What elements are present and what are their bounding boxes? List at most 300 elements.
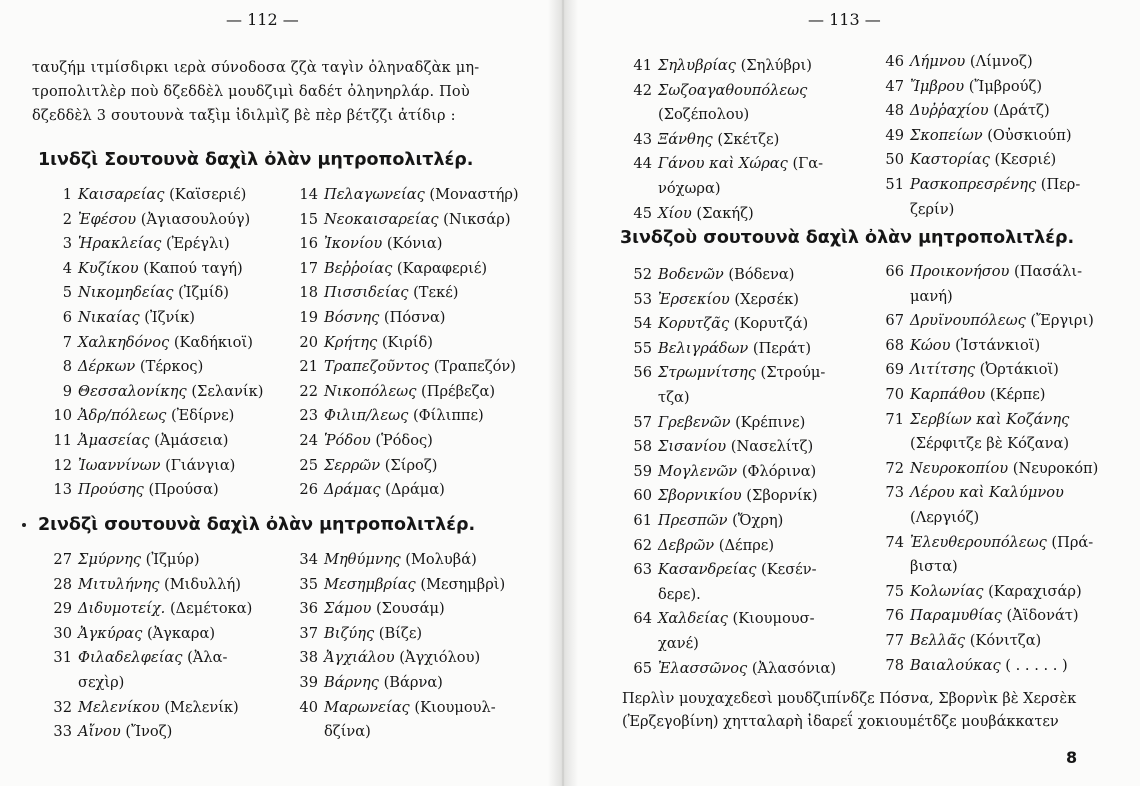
list-entry — [290, 380, 495, 404]
turkish-name: (Τραπεζόν) — [429, 358, 516, 376]
entry-number: 60 — [633, 487, 652, 505]
see-name: Σβορνικίου — [658, 487, 742, 505]
see-name: Βελλᾶς — [910, 632, 966, 649]
list-entry — [44, 478, 219, 502]
list-entry — [290, 257, 487, 281]
entry-number: 75 — [885, 582, 904, 600]
list-entry — [868, 481, 1064, 505]
entry-number: 2 — [62, 210, 72, 228]
footer-paragraph: Περλὶν μουχαχεδεσὶ μουδζιπίνδζε Πόσνα, Σβορνὶκ βὲ Χερσὲκ (Ἐρζεγοβίνη) χητταλαρὴ ἰδαρεΐ χοκιουμέτδζε μουβάκκατεν — [622, 691, 1077, 730]
left-page — [0, 0, 560, 786]
entry-number: 48 — [885, 102, 904, 120]
see-name: Ῥόδου — [324, 432, 371, 449]
list-entry — [616, 152, 823, 176]
entry-number: 34 — [299, 551, 318, 568]
turkish-name: (Ἀγιασουλούγ) — [136, 210, 251, 228]
see-name: Θεσσαλονίκης — [78, 382, 187, 400]
list-entry — [868, 124, 1072, 148]
list-entry — [44, 183, 246, 207]
list-entry — [290, 208, 511, 232]
see-name: Ἰωαννίνων — [78, 456, 161, 474]
entry-number: 19 — [299, 309, 318, 326]
entry-number: 6 — [62, 309, 72, 326]
turkish-name: (Κεσέν- — [756, 561, 817, 579]
turkish-name: (Προύσα) — [143, 481, 219, 499]
see-name: Ἀδρ/πόλεως — [78, 407, 167, 425]
entry-number: 15 — [299, 210, 318, 228]
see-name: Μογλενῶν — [658, 462, 738, 480]
entry-number: 64 — [633, 610, 652, 628]
entry-number: 16 — [299, 235, 318, 253]
see-name: Δεβρῶν — [658, 536, 715, 554]
list-entry — [44, 281, 229, 305]
see-name: Νικομηδείας — [78, 284, 174, 302]
entry-number: 68 — [885, 336, 904, 354]
list-entry — [868, 75, 1042, 99]
see-name: Μεσημβρίας — [324, 575, 416, 593]
turkish-name: (Ἴνοζ) — [120, 723, 173, 741]
entry-continuation: (Λεργιόζ) — [910, 509, 980, 526]
entry-number: 29 — [53, 600, 72, 618]
turkish-name: ( . . . . . ) — [1000, 656, 1068, 674]
list-entry — [44, 380, 263, 404]
list-entry — [290, 646, 480, 670]
entry-number: 38 — [299, 649, 318, 667]
entry-number: 50 — [885, 151, 904, 169]
turkish-name: (Ὀρτάκιοϊ) — [975, 361, 1059, 379]
see-name: Στρωμνίτσης — [658, 364, 756, 382]
page-number: — 113 — — [808, 10, 881, 29]
see-name: Κρήτης — [324, 333, 378, 351]
entry-number: 41 — [633, 57, 652, 74]
list-entry — [290, 355, 516, 379]
list-entry — [290, 478, 445, 502]
entry-number: 11 — [53, 432, 72, 449]
turkish-name: (Σελανίκ) — [186, 382, 264, 400]
entry-number: 12 — [53, 456, 72, 474]
see-name: Ἀμασείας — [78, 432, 150, 449]
list-entry — [616, 54, 812, 78]
list-entry — [868, 148, 1056, 172]
turkish-name: (Δράτζ) — [988, 102, 1050, 120]
entry-number: 52 — [633, 266, 652, 283]
turkish-name: (Κόνια) — [382, 235, 443, 253]
turkish-name: (Κεσριέ) — [989, 151, 1057, 169]
turkish-name: (Βίζε) — [374, 624, 423, 642]
page-number: — 112 — — [226, 10, 299, 29]
entry-number: 20 — [299, 333, 318, 351]
see-name: Σάμου — [324, 600, 372, 618]
list-entry — [616, 558, 817, 582]
list-entry — [44, 573, 241, 597]
entry-number: 4 — [62, 259, 72, 277]
entry-number: 22 — [299, 382, 318, 400]
see-name: Καρπάθου — [910, 386, 986, 403]
list-entry — [290, 281, 458, 305]
turkish-name: (Ἀγχιόλου) — [394, 649, 481, 667]
see-name: Πρεσπῶν — [658, 512, 728, 529]
entry-number: 70 — [885, 386, 904, 403]
turkish-name: (Ἀγκαρα) — [142, 624, 216, 642]
see-name: Κώου — [910, 336, 951, 354]
see-name: Δέρκων — [78, 358, 136, 376]
turkish-name: (Περ- — [1036, 176, 1081, 193]
turkish-name: (Ἰζμύρ) — [141, 551, 200, 568]
list-entry — [616, 534, 774, 558]
section-heading-1: 1ινδζὶ Σουτουνὰ δαχὶλ ὀλὰν μητροπολιτλέρ. — [38, 150, 474, 170]
turkish-name: (Κιουμουλ- — [409, 698, 496, 716]
list-entry — [44, 720, 172, 744]
turkish-name: (Ῥόδος) — [370, 432, 433, 449]
turkish-name: (Νασελίτζ) — [726, 438, 814, 456]
turkish-name: (Ἀϊδονάτ) — [1001, 607, 1079, 625]
turkish-name: (Ἐρέγλι) — [161, 235, 230, 253]
turkish-name: (Σίροζ) — [380, 456, 438, 474]
entry-number: 37 — [299, 624, 318, 642]
turkish-name: (Βάρνα) — [378, 674, 443, 691]
see-name: Κασανδρείας — [658, 561, 757, 579]
entry-number: 3 — [62, 235, 72, 253]
see-name: Ἐλευθερουπόλεως — [910, 533, 1047, 551]
turkish-name: (Στρούμ- — [755, 364, 826, 382]
see-name: Νεοκαισαρείας — [324, 210, 439, 228]
entry-number: 9 — [62, 382, 72, 400]
list-entry — [868, 334, 1040, 358]
turkish-name: (Πρά- — [1046, 533, 1094, 551]
list-entry — [290, 331, 433, 355]
list-entry — [290, 454, 437, 478]
list-entry — [868, 457, 1098, 481]
entry-number: 66 — [885, 263, 904, 280]
section-heading-2: 2ινδζὶ σουτουνὰ δαχὶλ ὀλὰν μητροπολιτλέρ. — [38, 515, 476, 535]
list-entry — [868, 260, 1082, 284]
turkish-name: (Νευροκόπ) — [1008, 459, 1099, 477]
list-entry — [616, 607, 815, 631]
turkish-name: (Τέρκος) — [135, 358, 204, 376]
entry-number: 21 — [299, 358, 318, 376]
list-entry — [868, 358, 1059, 382]
list-entry — [616, 509, 783, 533]
turkish-name: (Σβορνίκ) — [741, 487, 818, 505]
turkish-name: (Καπού ταγή) — [138, 259, 243, 277]
entry-number: 44 — [633, 155, 652, 173]
list-entry — [290, 597, 445, 621]
see-name: Βοδενῶν — [658, 266, 724, 283]
turkish-name: (Οὐσκιούπ) — [982, 126, 1072, 144]
list-entry — [616, 657, 836, 681]
turkish-name: (Βόδενα) — [723, 266, 795, 283]
turkish-name: (Μεσημβρὶ) — [415, 575, 506, 593]
list-entry — [290, 183, 519, 207]
entry-number: 7 — [62, 333, 72, 351]
entry-number: 24 — [299, 432, 318, 449]
list-entry — [290, 671, 443, 695]
turkish-name: (Πασάλι- — [1009, 263, 1083, 280]
see-name: Τραπεζοῦντος — [324, 358, 430, 376]
see-name: Μιτυλήνης — [78, 575, 160, 593]
see-name: Σισανίου — [658, 438, 727, 456]
list-entry — [616, 361, 825, 385]
entry-number: 56 — [633, 364, 652, 382]
entry-number: 23 — [299, 407, 318, 425]
list-entry — [616, 337, 811, 361]
turkish-name: (Ἀμάσεια) — [149, 432, 229, 449]
list-entry — [290, 696, 496, 720]
list-entry — [868, 629, 1041, 653]
turkish-name: (Μοναστήρ) — [424, 186, 519, 203]
see-name: Χαλκηδόνος — [78, 333, 170, 351]
list-entry — [290, 232, 442, 256]
turkish-name: (Γα- — [787, 155, 824, 173]
turkish-name: (Καϊσεριέ) — [164, 186, 247, 203]
turkish-name: (Πρέβεζα) — [416, 382, 496, 400]
entry-number: 25 — [299, 456, 318, 474]
section-heading-3: 3ινδζοὺ σουτουνὰ δαχὶλ ὀλὰν μητροπολιτλέρ. — [620, 228, 1075, 248]
see-name: Κυζίκου — [78, 259, 139, 277]
entry-number: 1 — [62, 186, 72, 203]
list-entry — [868, 309, 1094, 333]
see-name: Κολωνίας — [910, 582, 984, 600]
entry-number: 18 — [299, 284, 318, 302]
entry-continuation: νόχωρα) — [658, 180, 721, 197]
turkish-name: (Κιουμουσ- — [727, 610, 815, 628]
list-entry — [290, 429, 433, 453]
see-name: Ἐρσεκίου — [658, 290, 730, 308]
see-name: Γρεβενῶν — [658, 413, 731, 431]
entry-number: 10 — [53, 407, 72, 425]
see-name: Σκοπείων — [910, 126, 983, 144]
see-name: Βιζύης — [324, 624, 375, 642]
entry-number: 36 — [299, 600, 318, 618]
see-name: Διδυμοτείχ. — [78, 600, 166, 618]
list-entry — [616, 202, 754, 226]
list-entry — [44, 454, 235, 478]
entry-continuation: σεχὶρ) — [78, 674, 125, 691]
see-name: Βελιγράδων — [658, 339, 749, 357]
turkish-name: (Δέπρε) — [714, 536, 775, 554]
turkish-name: (Φίλιππε) — [408, 407, 484, 425]
turkish-name: (Σηλύβρι) — [735, 57, 812, 74]
see-name: Μελενίκου — [78, 698, 160, 716]
turkish-name: (Καραφεριέ) — [392, 259, 488, 277]
list-entry — [868, 531, 1093, 555]
entry-number: 5 — [62, 284, 72, 302]
list-entry — [290, 404, 484, 428]
entry-number: 30 — [53, 624, 72, 642]
list-entry — [44, 306, 195, 330]
entry-number: 31 — [53, 649, 72, 667]
list-entry — [44, 548, 200, 572]
turkish-name: (Ἐδίρνε) — [166, 407, 235, 425]
list-entry — [44, 232, 230, 256]
list-entry — [868, 173, 1080, 197]
entry-number: 13 — [53, 481, 72, 499]
list-entry — [616, 435, 813, 459]
list-entry — [616, 484, 818, 508]
turkish-name: (Νικσάρ) — [438, 210, 511, 228]
list-entry — [290, 548, 477, 572]
entry-number: 40 — [299, 698, 318, 716]
turkish-name: (Ὄχρη) — [727, 512, 784, 529]
see-name: Ξάνθης — [658, 130, 713, 148]
see-name: Χαλδείας — [658, 610, 728, 628]
entry-number: 33 — [53, 723, 72, 741]
entry-number: 78 — [885, 656, 904, 674]
see-name: Νικοπόλεως — [324, 382, 417, 400]
entry-continuation: βιστα) — [910, 558, 958, 576]
see-name: Δράμας — [324, 481, 381, 499]
see-name: Σωζοαγαθουπόλεως — [658, 81, 808, 99]
entry-number: 14 — [299, 186, 318, 203]
see-name: Ἐφέσου — [78, 210, 137, 228]
turkish-name: (Δράμα) — [380, 481, 445, 499]
see-name: Ἐλασσῶνος — [658, 659, 748, 677]
entry-continuation: ζερίν) — [910, 200, 955, 218]
turkish-name: (Μιδυλλή) — [159, 575, 241, 593]
turkish-name: (Κρέπινε) — [730, 413, 806, 431]
see-name: Σηλυβρίας — [658, 57, 736, 74]
list-entry — [868, 654, 1068, 678]
see-name: Ἀγκύρας — [78, 624, 143, 642]
entry-number: 65 — [633, 659, 652, 677]
see-name: Καστορίας — [910, 151, 990, 169]
entry-continuation: μανή) — [910, 287, 953, 305]
see-name: Μαρωνείας — [324, 698, 410, 716]
entry-number: 67 — [885, 312, 904, 330]
see-name: Ἀγχιάλου — [324, 649, 395, 667]
list-entry — [616, 79, 807, 103]
entry-number: 71 — [885, 410, 904, 428]
turkish-name: (Χερσέκ) — [729, 290, 799, 308]
entry-number: 63 — [633, 561, 652, 579]
list-entry — [616, 312, 808, 336]
list-entry — [868, 580, 1082, 604]
see-name: Πισσιδείας — [324, 284, 409, 302]
turkish-name: (Κορυτζά) — [729, 315, 809, 333]
see-name: Παραμυθίας — [910, 607, 1002, 625]
list-entry — [44, 597, 252, 621]
list-entry — [616, 460, 816, 484]
see-name: Ἴμβρου — [910, 77, 965, 95]
turkish-name: (Τεκέ) — [408, 284, 459, 302]
entry-number: 77 — [885, 632, 904, 649]
list-entry — [868, 99, 1050, 123]
entry-number: 69 — [885, 361, 904, 379]
entry-number: 26 — [299, 481, 318, 499]
see-name: Αἴνου — [78, 723, 121, 741]
entry-number: 59 — [633, 462, 652, 480]
see-name: Βόσνης — [324, 309, 380, 326]
entry-number: 57 — [633, 413, 652, 431]
see-name: Νευροκοπίου — [910, 459, 1009, 477]
see-name: Λιτίτσης — [910, 361, 976, 379]
see-name: Δρυϊνουπόλεως — [910, 312, 1026, 330]
entry-number: 28 — [53, 575, 72, 593]
see-name: Καισαρείας — [78, 186, 165, 203]
turkish-name: (Καδήκιοϊ) — [169, 333, 253, 351]
see-name: Σμύρνης — [78, 551, 142, 568]
turkish-name: (Σουσάμ) — [371, 600, 445, 618]
list-entry — [290, 622, 422, 646]
entry-number: 46 — [885, 53, 904, 70]
entry-number: 35 — [299, 575, 318, 593]
turkish-name: (Καραχισάρ) — [983, 582, 1082, 600]
entry-number: 73 — [885, 484, 904, 502]
see-name: Προικονήσου — [910, 263, 1010, 280]
see-name: Πελαγωνείας — [324, 186, 425, 203]
entry-number: 51 — [885, 176, 904, 193]
turkish-name: (Ἴμβρούζ) — [964, 77, 1043, 95]
entry-number: 76 — [885, 607, 904, 625]
list-entry — [44, 331, 253, 355]
see-name: Σερρῶν — [324, 456, 381, 474]
entry-number: 17 — [299, 259, 318, 277]
entry-number: 74 — [885, 533, 904, 551]
see-name: Σερβίων καὶ Κοζάνης — [910, 410, 1070, 428]
entry-number: 32 — [53, 698, 72, 716]
see-name: Λέρου καὶ Καλύμνου — [910, 484, 1064, 502]
entry-number: 55 — [633, 339, 652, 357]
see-name: Δυῤῥαχίου — [910, 102, 989, 120]
entry-number: 49 — [885, 126, 904, 144]
list-entry — [616, 128, 779, 152]
turkish-name: (Πόσνα) — [379, 309, 446, 326]
turkish-name: (Ἀλασόνια) — [747, 659, 837, 677]
list-entry — [290, 573, 505, 597]
turkish-name: (Κόνιτζα) — [965, 632, 1042, 649]
entry-number: 42 — [633, 81, 652, 99]
entry-continuation: δζίνα) — [324, 723, 371, 741]
entry-continuation: δερε). — [658, 585, 701, 603]
list-entry — [868, 408, 1069, 432]
entry-number: 53 — [633, 290, 652, 308]
turkish-name: (Ἰζμίδ) — [173, 284, 229, 302]
turkish-name: (Κέρπε) — [985, 386, 1046, 403]
turkish-name: (Ἔργιρι) — [1025, 312, 1094, 330]
entry-number: 47 — [885, 77, 904, 95]
entry-number: 62 — [633, 536, 652, 554]
see-name: Ρασκοπρεσρένης — [910, 176, 1037, 193]
see-name: Φιλαδελφείας — [78, 649, 183, 667]
list-entry — [44, 622, 215, 646]
entry-number: 45 — [633, 204, 652, 222]
turkish-name: (Ἰζνίκ) — [139, 309, 195, 326]
turkish-name: (Μελενίκ) — [159, 698, 239, 716]
see-name: Βεῤῥοίας — [324, 259, 393, 277]
see-name: Ἰκονίου — [324, 235, 383, 253]
list-entry — [290, 306, 446, 330]
entry-number: 39 — [299, 674, 318, 691]
entry-number: 27 — [53, 551, 72, 568]
turkish-name: (Ἀλα- — [182, 649, 228, 667]
turkish-name: (Μολυβά) — [400, 551, 477, 568]
entry-number: 54 — [633, 315, 652, 333]
turkish-name: (Σκέτζε) — [712, 130, 780, 148]
list-entry — [616, 411, 805, 435]
list-entry — [44, 208, 250, 232]
ink-speck — [22, 523, 26, 527]
turkish-name: (Δεμέτοκα) — [165, 600, 253, 618]
see-name: Κορυτζᾶς — [658, 315, 730, 333]
list-entry — [44, 429, 228, 453]
list-entry — [868, 604, 1079, 628]
entry-number: 72 — [885, 459, 904, 477]
list-entry — [44, 696, 239, 720]
list-entry — [868, 50, 1033, 74]
see-name: Βαιαλούκας — [910, 656, 1001, 674]
turkish-name: (Περάτ) — [748, 339, 812, 357]
list-entry — [616, 263, 794, 287]
